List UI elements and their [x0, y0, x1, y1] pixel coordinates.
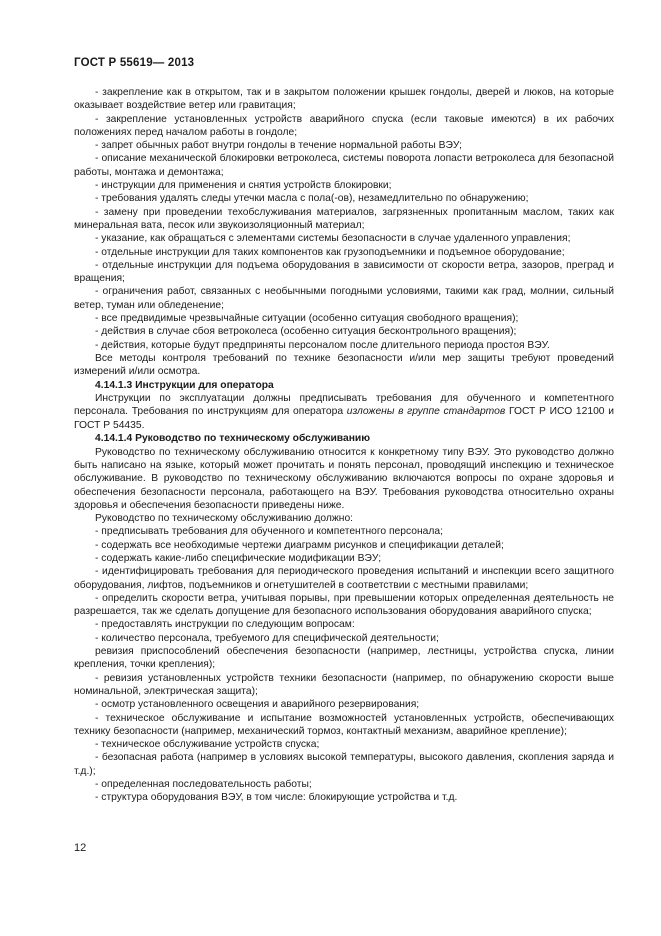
list-item: - содержать какие-либо специфические модификации ВЭУ;	[95, 552, 382, 564]
list-item: - определить скорости ветра, учитывая порывы, при превышении которых определенная деятельность не разрешается, так же сделать допущение для безопасного использования оборудования аварийного спуска;	[74, 592, 614, 618]
list-item: - закрепление как в открытом, так и в закрытом положении крышек гондолы, дверей и люков, на которые оказывает воздействие ветер или гравитация;	[74, 87, 614, 112]
list-item: - запрет обычных работ внутри гондолы в течение нормальной работы ВЭУ;	[95, 140, 463, 152]
list-item: - закрепление установленных устройств аварийного спуска (если таковые имеются) в их рабочих положениях перед началом работы в гондоле;	[74, 113, 614, 138]
paragraph	[74, 392, 614, 432]
list-item: - содержать все необходимые чертежи диаграмм рисунков и спецификации деталей;	[95, 539, 504, 551]
list-item: - предписывать требования для обученного и компетентного персонала;	[95, 526, 444, 538]
document-header: ГОСТ Р 55619— 2013	[74, 57, 195, 69]
document-body	[74, 86, 614, 805]
list-item: - количество персонала, требуемого для специфической деятельности;	[95, 632, 439, 644]
list-item: - безопасная работа (например в условиях высокой температуры, высокого давления, скопления заряда и т.д.);	[74, 752, 614, 777]
list-item: ревизия приспособлений обеспечения безопасности (например, лестницы, устройства спуска, линии крепления, точки крепления);	[74, 646, 614, 671]
paragraph-text: Инструкции по эксплуатации должны предписывать требования для обученного и компетентного персонала. Требования по инструкциям для оператора	[74, 393, 614, 418]
list-item: - предоставлять инструкции по следующим вопросам:	[95, 619, 355, 631]
paragraph: Руководство по техническому обслуживанию относится к конкретному типу ВЭУ. Это руководство должно быть написано на языке, который может прочитать и понять персонал, проводящий инспекцию и техническое обслуживание. В руководство по техническому обслуживанию включаются вопросы по охране здоровья и обеспечения безопасности персонала, работающего на ВЭУ. Требования руководства относительно охраны здоровья и обеспечения безопасности приведены ниже.	[74, 446, 614, 511]
page-number: 12	[74, 842, 87, 854]
list-item: - определенная последовательность работы;	[95, 779, 312, 791]
list-item: - требования удалять следы утечки масла с пола(-ов), незамедлительно по обнаружению;	[95, 193, 529, 205]
list-item: - структура оборудования ВЭУ, в том числе: блокирующие устройства и т.д.	[95, 792, 458, 804]
list-item: - отдельные инструкции для подъема оборудования в зависимости от скорости ветра, зазоров, преград и вращения;	[74, 259, 614, 285]
italic-text: изложены в группе стандартов	[346, 406, 506, 418]
list-item: - указание, как обращаться с элементами системы безопасности в случае удаленного управления;	[95, 233, 571, 245]
section-heading-4-14-1-3: 4.14.1.3 Инструкции для оператора	[95, 379, 274, 391]
paragraph-text: ГОСТ Р ИСО 12100 и ГОСТ Р 54435.	[74, 406, 614, 431]
list-item: - описание механической блокировки ветроколеса, системы поворота лопасти ветроколеса для безопасной работы, монтажа и демонтажа;	[74, 153, 614, 178]
list-item: - техническое обслуживание устройств спуска;	[95, 739, 320, 751]
list-item: - замену при проведении техобслуживания материалов, загрязненных пропитанным маслом, таких как минеральная вата, песок или звукоизоляционный материал;	[74, 206, 614, 231]
list-item: - все предвидимые чрезвычайные ситуации (особенно ситуация свободного вращения);	[95, 313, 519, 325]
list-item: - ограничения работ, связанных с необычными погодными условиями, такими как град, молнии, сильный ветер, туман или обледенение;	[74, 286, 614, 311]
list-item: - осмотр установленного освещения и аварийного резервирования;	[95, 699, 420, 711]
list-item: - действия в случае сбоя ветроколеса (особенно ситуация бесконтрольного вращения);	[95, 326, 517, 338]
list-item: - идентифицировать требования для периодического проведения испытаний и инспекции всего защитного оборудования, лифтов, подъемников и огнетушителей в соответствии с местными правилами;	[74, 566, 614, 591]
section-heading-4-14-1-4: 4.14.1.4 Руководство по техническому обслуживанию	[95, 433, 371, 445]
list-item: - техническое обслуживание и испытание возможностей установленных устройств, обеспечивающих технику безопасности (например, механический тормоз, контактный механизм, аварийное крепление);	[74, 712, 614, 737]
list-item: - ревизия установленных устройств техники безопасности (например, по обнаружению скорости выше номинальной, электрическая защита);	[74, 672, 614, 697]
list-item: - действия, которые будут предприняты персоналом после длительного периода простоя ВЭУ.	[95, 339, 550, 351]
list-item: - инструкции для применения и снятия устройств блокировки;	[95, 180, 392, 192]
list-item: - отдельные инструкции для таких компонентов как грузоподъемники и подъемное оборудование;	[95, 246, 565, 258]
paragraph: Все методы контроля требований по технике безопасности и/или мер защиты требуют проведений измерений и/или осмотра.	[74, 352, 614, 378]
list-item: Руководство по техническому обслуживанию должно:	[95, 513, 354, 525]
